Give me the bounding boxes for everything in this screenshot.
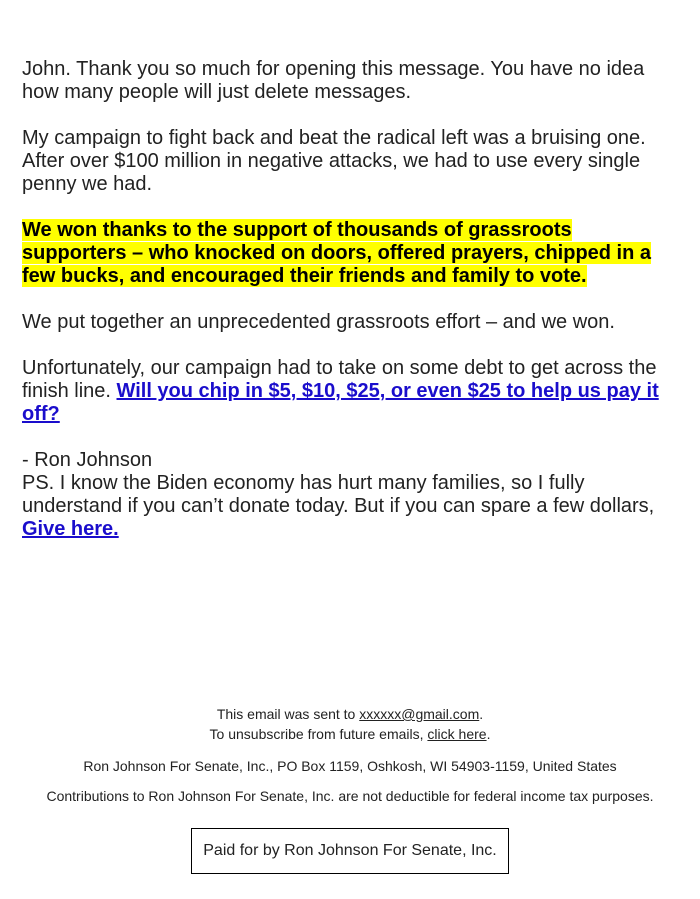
paragraph-won: We put together an unprecedented grassroots effort – and we won. (22, 311, 615, 333)
debt-text: Unfortunately, our campaign had to take on some debt to get across the finish line. (22, 357, 657, 402)
paragraph-intro: John. Thank you so much for opening this message. You have no idea how many people will just delete messages. (22, 58, 645, 103)
paragraph-campaign: My campaign to fight back and beat the radical left was a bruising one. After over $100 million in negative attacks, we had to use every single penny we had. (22, 127, 646, 195)
paragraph-debt (22, 357, 668, 426)
paid-for-box: Paid for by Ron Johnson For Senate, Inc. (191, 828, 509, 874)
signature: - Ron Johnson (22, 449, 153, 471)
chip-in-link[interactable]: Will you chip in $5, $10, $25, or even $25 to help us pay it off? (22, 380, 659, 425)
give-here-link[interactable]: Give here. (22, 518, 119, 540)
sent-to-label: This email was sent to (216, 706, 360, 722)
disclaimer: Contributions to Ron Johnson For Senate, Inc. are not deductible for federal income tax purposes. (46, 788, 654, 804)
ps-text: PS. I know the Biden economy has hurt many families, so I fully understand if you can’t donate today. But if you can spare a few dollars, (22, 472, 655, 517)
unsubscribe-line: To unsubscribe from future emails, click here. (209, 726, 491, 742)
unsubscribe-link[interactable]: click here (427, 726, 487, 742)
unsubscribe-label: To unsubscribe from future emails, (209, 726, 428, 742)
email-body (22, 58, 668, 564)
address: Ron Johnson For Senate, Inc., PO Box 1159, Oshkosh, WI 54903-1159, United States (83, 758, 617, 774)
email-footer (0, 704, 700, 874)
paragraph-signature (22, 449, 668, 541)
highlighted-text: We won thanks to the support of thousands of grassroots supporters – who knocked on doors, offered prayers, chipped in a few bucks, and encouraged their friends and family to vote. (22, 219, 652, 287)
email-address-link[interactable]: xxxxxx@gmail.com (359, 706, 480, 722)
sent-to-line: This email was sent to xxxxxx@gmail.com. (216, 706, 484, 722)
paragraph-highlight (22, 219, 668, 288)
